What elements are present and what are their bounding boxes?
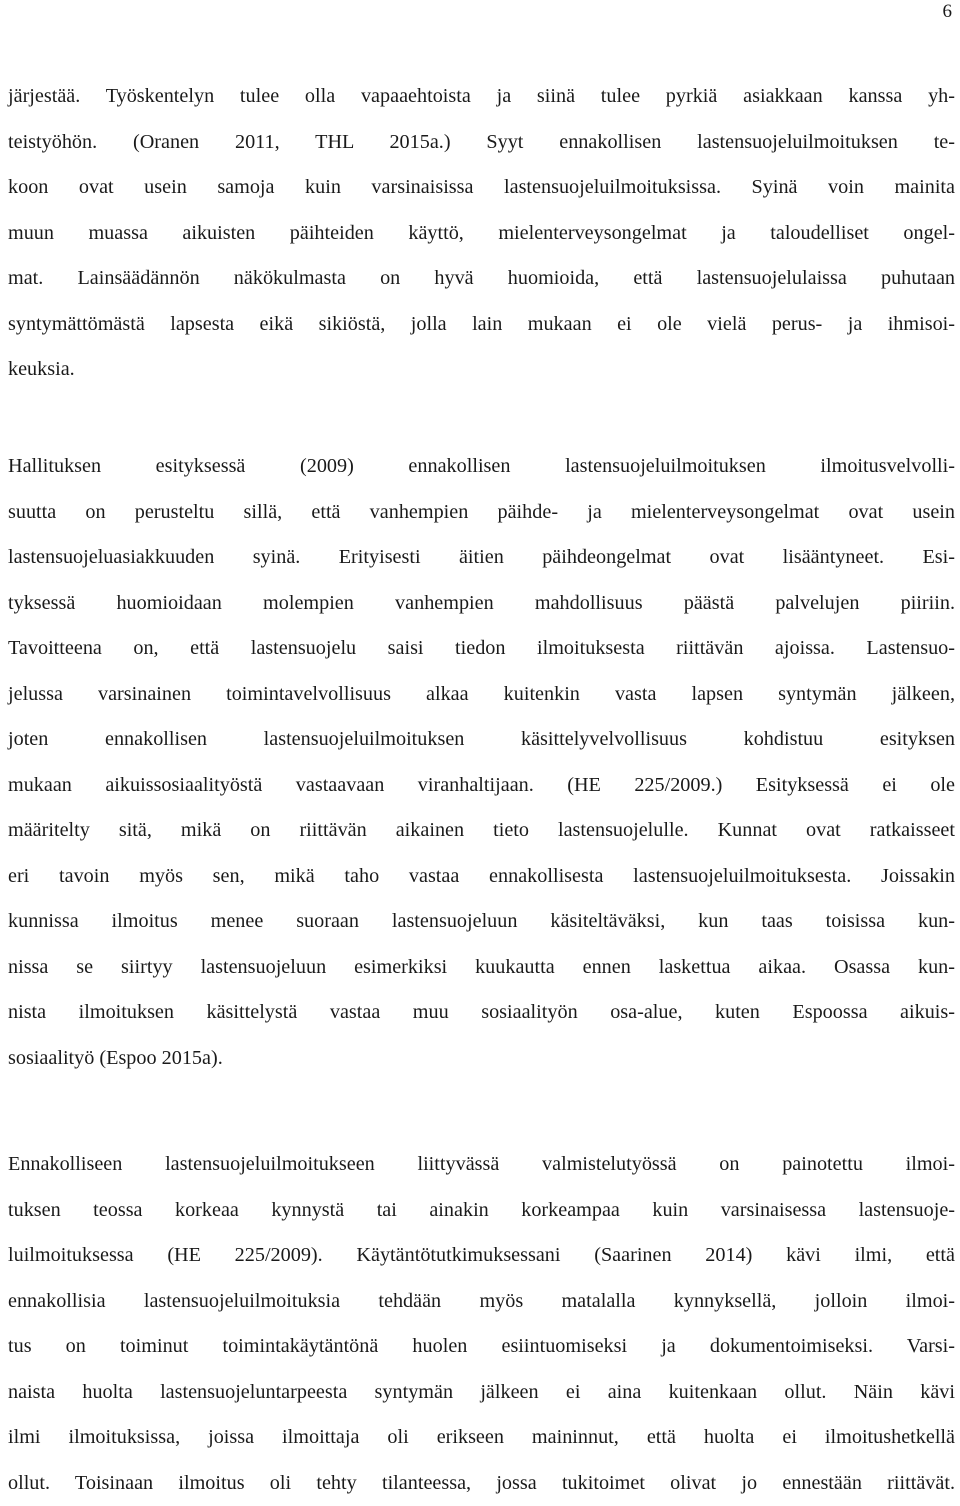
- text-line: nista ilmoituksen käsittelystä vastaa muu sosiaalityön osa-alue, kuten Espoossa aikuis-: [8, 990, 955, 1036]
- text-line: Tavoitteena on, että lastensuojelu saisi tiedon ilmoituksesta riittävän ajoissa. Lastensuo-: [8, 626, 955, 672]
- text-line: eri tavoin myös sen, mikä taho vastaa ennakollisesta lastensuojeluilmoituksesta. Joissakin: [8, 854, 955, 900]
- text-line: koon ovat usein samoja kuin varsinaisissa lastensuojeluilmoituksissa. Syinä voin mainita: [8, 165, 955, 211]
- text-line: ollut. Toisinaan ilmoitus oli tehty tilanteessa, jossa tukitoimet olivat jo ennestään riittävät.: [8, 1461, 955, 1506]
- page-number: 6: [943, 0, 953, 24]
- paragraph-2: [8, 444, 955, 1081]
- text-line: järjestää. Työskentelyn tulee olla vapaaehtoista ja siinä tulee pyrkiä asiakkaan kanssa yh-: [8, 74, 955, 120]
- text-line: ilmi ilmoituksissa, joissa ilmoittaja oli erikseen maininnut, että huolta ei ilmoitushetkellä: [8, 1415, 955, 1461]
- text-line: syntymättömästä lapsesta eikä sikiöstä, jolla lain mukaan ei ole vielä perus- ja ihmisoi-: [8, 302, 955, 348]
- text-line: mukaan aikuissosiaalityöstä vastaavaan viranhaltijaan. (HE 225/2009.) Esityksessä ei ole: [8, 763, 955, 809]
- text-line: naista huolta lastensuojeluntarpeesta syntymän jälkeen ei aina kuitenkaan ollut. Näin kävi: [8, 1370, 955, 1416]
- text-line: muun muassa aikuisten päihteiden käyttö, mielenterveysongelmat ja taloudelliset ongel-: [8, 211, 955, 257]
- text-line: määritelty sitä, mikä on riittävän aikainen tieto lastensuojelulle. Kunnat ovat ratkaisseet: [8, 808, 955, 854]
- text-line: tuksen teossa korkeaa kynnystä tai ainakin korkeampaa kuin varsinaisessa lastensuoje-: [8, 1188, 955, 1234]
- text-line: ennakollisia lastensuojeluilmoituksia tehdään myös matalalla kynnyksellä, jolloin ilmoi-: [8, 1279, 955, 1325]
- text-line: nissa se siirtyy lastensuojeluun esimerkiksi kuukautta ennen laskettua aikaa. Osassa kun-: [8, 945, 955, 991]
- text-line: Hallituksen esityksessä (2009) ennakollisen lastensuojeluilmoituksen ilmoitusvelvolli-: [8, 444, 955, 490]
- text-line: tus on toiminut toimintakäytäntönä huolen esiintuomiseksi ja dokumentoimiseksi. Varsi-: [8, 1324, 955, 1370]
- text-line: kunnissa ilmoitus menee suoraan lastensuojeluun käsiteltäväksi, kun taas toisissa kun-: [8, 899, 955, 945]
- text-line: Ennakolliseen lastensuojeluilmoitukseen liittyvässä valmistelutyössä on painotettu ilmoi-: [8, 1142, 955, 1188]
- text-line: jelussa varsinainen toimintavelvollisuus alkaa kuitenkin vasta lapsen syntymän jälkeen,: [8, 672, 955, 718]
- text-line: mat. Lainsäädännön näkökulmasta on hyvä huomioida, että lastensuojelulaissa puhutaan: [8, 256, 955, 302]
- text-line: keuksia.: [8, 347, 955, 393]
- text-line: teistyöhön. (Oranen 2011, THL 2015a.) Syyt ennakollisen lastensuojeluilmoituksen te-: [8, 120, 955, 166]
- text-line: suutta on perusteltu sillä, että vanhempien päihde- ja mielenterveysongelmat ovat usein: [8, 490, 955, 536]
- text-line: sosiaalityö (Espoo 2015a).: [8, 1036, 955, 1082]
- text-line: lastensuojeluasiakkuuden syinä. Erityisesti äitien päihdeongelmat ovat lisääntyneet. Esi-: [8, 535, 955, 581]
- paragraph-3: [8, 1142, 955, 1506]
- text-line: tyksessä huomioidaan molempien vanhempien mahdollisuus päästä palvelujen piiriin.: [8, 581, 955, 627]
- text-line: joten ennakollisen lastensuojeluilmoituksen käsittelyvelvollisuus kohdistuu esityksen: [8, 717, 955, 763]
- text-line: luilmoituksessa (HE 225/2009). Käytäntötutkimuksessani (Saarinen 2014) kävi ilmi, että: [8, 1233, 955, 1279]
- paragraph-1: [8, 74, 955, 393]
